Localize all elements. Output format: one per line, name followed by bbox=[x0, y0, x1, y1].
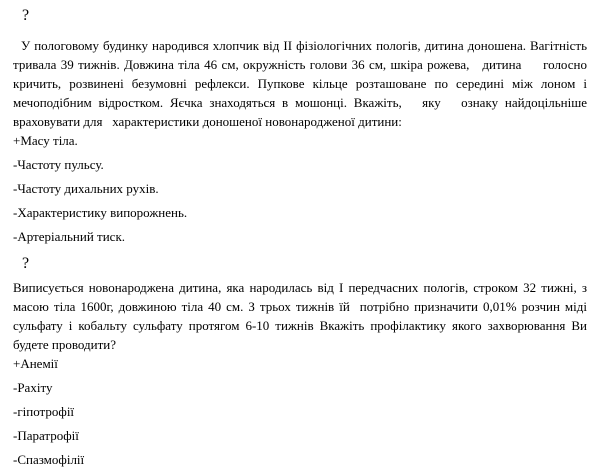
question-2-text-line-3: сульфату і кобальту сульфату протягом 6-10 тижнів Вкажіть профілактику якого захворювання Ви bbox=[13, 318, 587, 333]
question-2-marker: ? bbox=[22, 255, 30, 272]
question-1-text bbox=[13, 36, 587, 131]
question-1-options bbox=[13, 131, 587, 246]
answer-option: -Рахіту bbox=[13, 380, 53, 395]
answer-option: +Масу тіла. bbox=[13, 133, 78, 148]
question-1-marker: ? bbox=[22, 7, 30, 24]
answer-option: -Частоту дихальних рухів. bbox=[13, 181, 159, 196]
question-1-text-line-3: кричить, розвинені безумовні рефлекси. Пупкове кільце розташоване по середині між лоном і bbox=[13, 76, 587, 91]
question-1-text-line-5: враховувати для характеристики доношеної новонародженої дитини: bbox=[13, 114, 402, 129]
answer-option: -гіпотрофії bbox=[13, 404, 75, 419]
question-1-text-line-4: мечоподібним відростком. Яєчка знаходяться в мошонці. Вкажіть, яку ознаку найдоцільніше bbox=[13, 95, 587, 110]
answer-option: -Спазмофілії bbox=[13, 452, 85, 467]
question-2-options bbox=[13, 354, 587, 469]
question-1-text-line-1: У пологовому будинку народився хлопчик від ІІ фізіологічних пологів, дитина доношена. Вагітність bbox=[21, 38, 587, 53]
answer-option: +Анемії bbox=[13, 356, 58, 371]
answer-option: -Частоту пульсу. bbox=[13, 157, 104, 172]
answer-option: -Характеристику випорожнень. bbox=[13, 205, 188, 220]
question-2-text-line-4: будете проводити? bbox=[13, 337, 116, 352]
question-2-text bbox=[13, 278, 587, 354]
question-1-block bbox=[13, 5, 587, 246]
question-2-block bbox=[13, 253, 587, 469]
answer-option: -Артеріальний тиск. bbox=[13, 229, 126, 244]
question-1-text-line-2: тривала 39 тижнів. Довжина тіла 46 см, окружність голови 36 см, шкіра рожева, дитина голосно bbox=[13, 57, 587, 72]
answer-option: -Паратрофії bbox=[13, 428, 79, 443]
question-2-text-line-2: масою тіла 1600г, довжиною тіла 40 см. З трьох тижнів їй потрібно призначити 0,01% розчин міді bbox=[13, 299, 587, 314]
question-2-text-line-1: Виписується новонароджена дитина, яка народилась від І передчасних пологів, строком 32 тижні, з bbox=[13, 280, 587, 295]
